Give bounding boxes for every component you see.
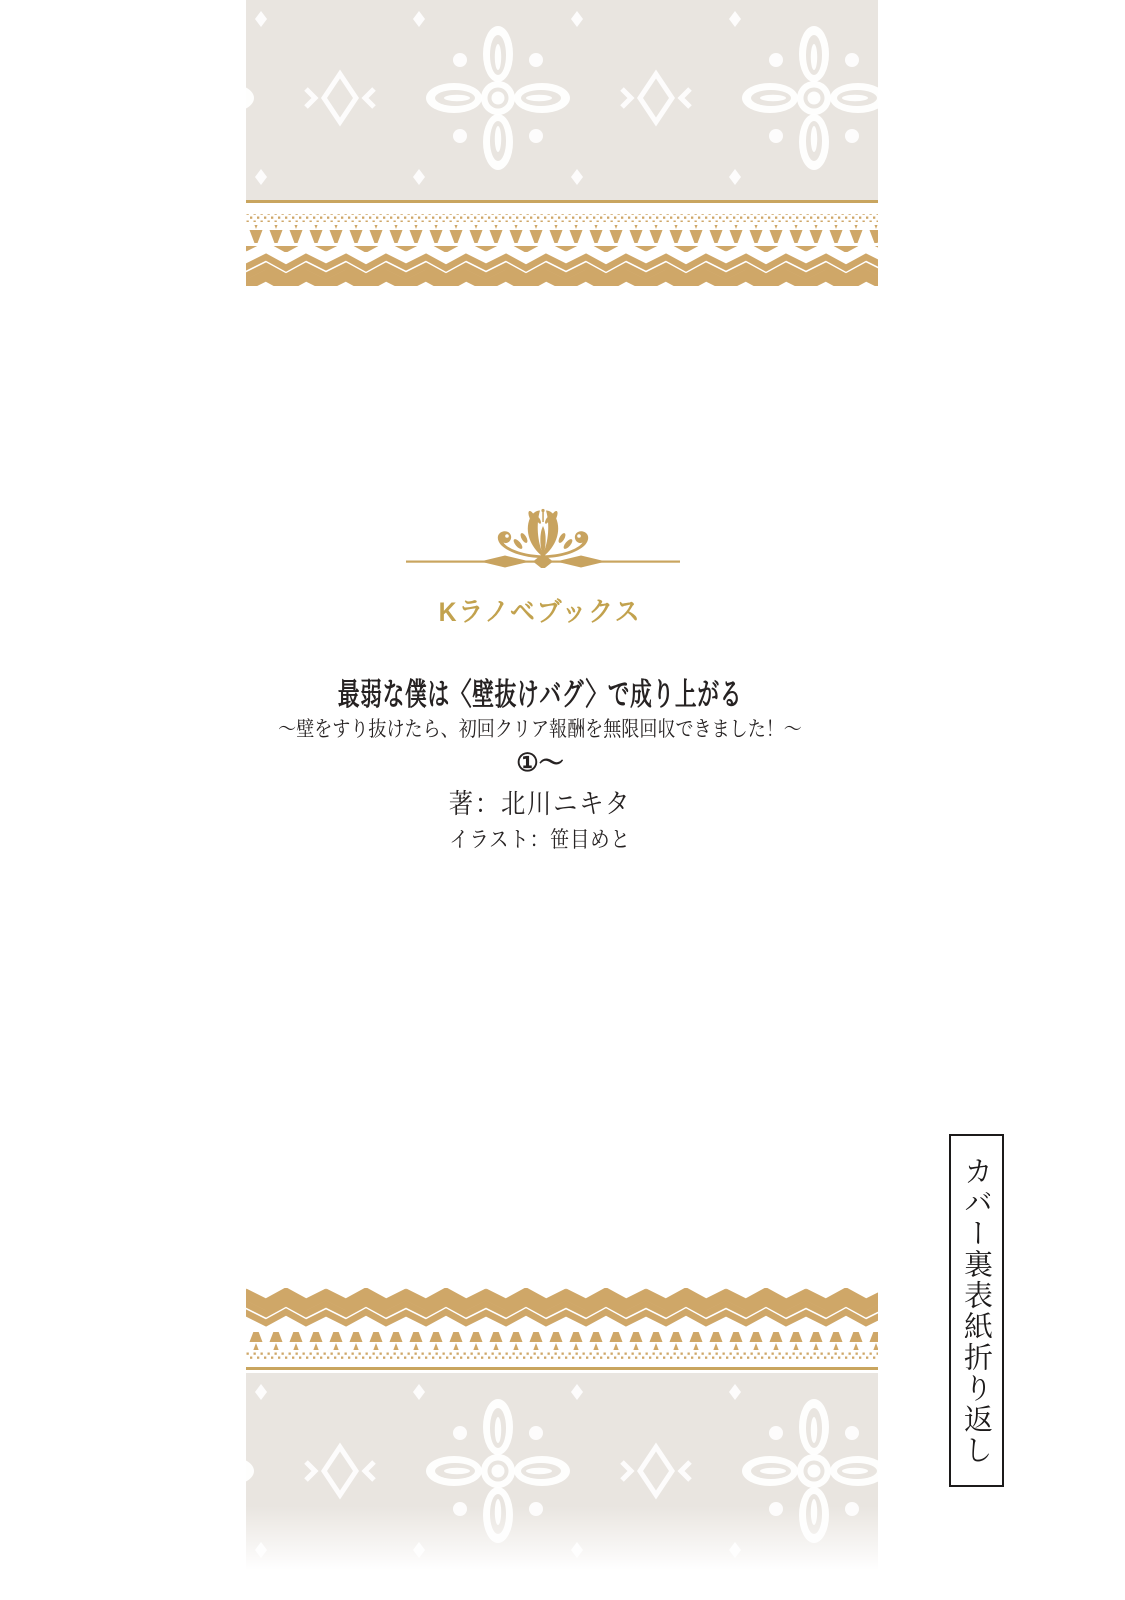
damask-pattern-top bbox=[246, 0, 878, 201]
fold-note-box bbox=[949, 1134, 1004, 1487]
damask-fade-overlay bbox=[246, 1506, 878, 1576]
book-subtitle: ～壁をすり抜けたら、初回クリア報酬を無限回収できました！～ bbox=[278, 717, 802, 741]
gold-rule-bottom bbox=[246, 1367, 878, 1370]
author-credit: 著：北川ニキタ bbox=[448, 789, 632, 819]
volume-indicator: ①～ bbox=[516, 749, 564, 777]
flourish-divider-icon bbox=[406, 504, 680, 568]
ornament-border-bottom bbox=[246, 1288, 878, 1360]
imprint-label: Kラノベブックス bbox=[438, 597, 642, 627]
ornament-border-top bbox=[246, 212, 878, 288]
fold-note-label: カバー裏表紙折り返し bbox=[960, 1155, 992, 1466]
gold-rule-top bbox=[246, 200, 878, 203]
book-title: 最弱な僕は〈壁抜けバグ〉で成り上がる bbox=[337, 677, 743, 712]
illustrator-credit: イラスト：笹目めと bbox=[449, 827, 631, 852]
